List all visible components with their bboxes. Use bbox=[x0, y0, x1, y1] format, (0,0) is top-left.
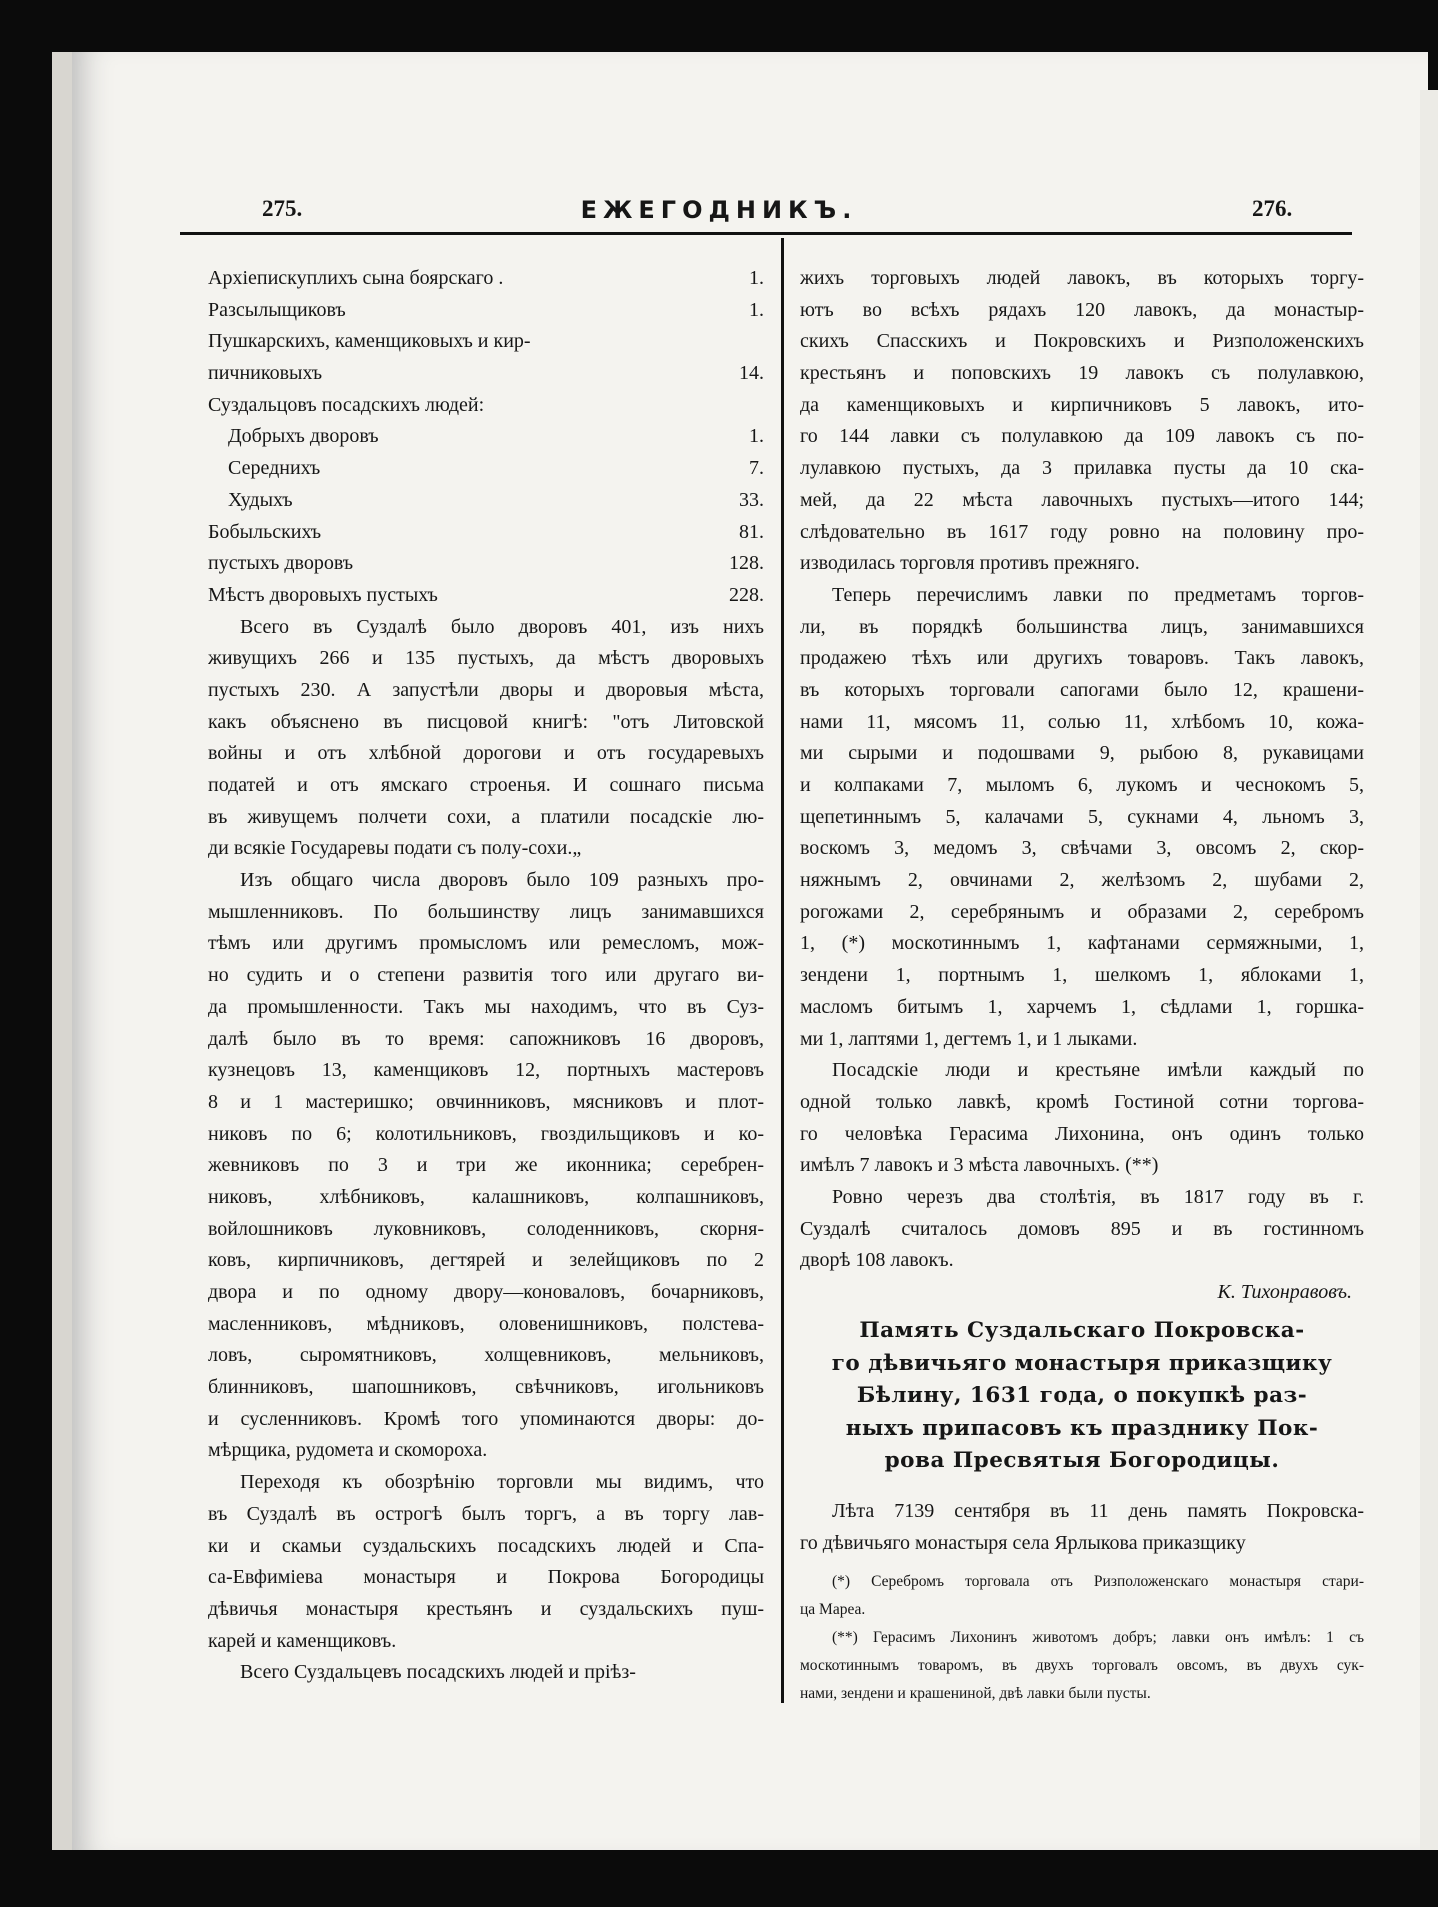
heading-line: рова Пресвятыя Богородицы. bbox=[884, 1448, 1280, 1474]
tally-value: 1. bbox=[749, 298, 764, 321]
text-line: Лѣта 7139 сентября въ 11 день память Покровска- bbox=[832, 1499, 1364, 1522]
text-line: масломъ битымъ 1, харчемъ 1, сѣдлами 1, горшка- bbox=[800, 995, 1364, 1018]
tally-value: 1. bbox=[749, 425, 764, 448]
text-line: ковъ, кирпичниковъ, дегтярей и зелейщиковъ по 2 bbox=[208, 1249, 764, 1272]
text-line: щепетиннымъ 5, калачами 5, сукнами 4, льномъ 3, bbox=[800, 805, 1364, 828]
text-line: го человѣка Герасима Лихонина, онъ одинъ только bbox=[800, 1122, 1364, 1145]
text-line: Суздалѣ считалось домовъ 895 и въ гостинномъ bbox=[800, 1217, 1364, 1240]
tally-label: пустыхъ дворовъ bbox=[208, 552, 354, 575]
text-line: изводилась торговля противъ прежняго. bbox=[800, 552, 1140, 575]
heading-line: Бѣлину, 1631 года, о покупкѣ раз- bbox=[856, 1383, 1308, 1409]
tally-row bbox=[208, 263, 764, 295]
next-page-edge bbox=[1420, 90, 1438, 1850]
text-line: живущихъ 266 и 135 пустыхъ, да мѣстъ дворовыхъ bbox=[208, 647, 764, 670]
tally-row bbox=[208, 517, 764, 549]
text-line: блинниковъ, шапошниковъ, свѣчниковъ, игольниковъ bbox=[208, 1376, 764, 1399]
tally-row bbox=[208, 421, 764, 453]
tally-row bbox=[208, 548, 764, 580]
document-heading bbox=[800, 1315, 1364, 1478]
text-line: воскомъ 3, медомъ 3, свѣчами 3, овсомъ 2, скор- bbox=[800, 837, 1364, 860]
footnote-line: нами, зендени и крашениной, двѣ лавки были пусты. bbox=[800, 1685, 1151, 1703]
text-line: зендени 1, портнымъ 1, шелкомъ 1, яблоками 1, bbox=[800, 964, 1364, 987]
text-line: Посадскіе люди и крестьяне имѣли каждый по bbox=[832, 1059, 1364, 1082]
text-line: да каменщиковыхъ и кирпичниковъ 5 лавокъ, ито- bbox=[800, 393, 1364, 416]
text-line: и колпаками 7, мыломъ 6, лукомъ и чеснокомъ 5, bbox=[800, 774, 1364, 796]
footnote-line: ца Мареа. bbox=[800, 1601, 866, 1619]
text-line: въ живущемъ полчети сохи, а платили посадскіе лю- bbox=[208, 805, 764, 828]
tally-label: Бобыльскихъ bbox=[208, 520, 322, 543]
tally-label: Пушкарскихъ, каменщиковыхъ и кир- bbox=[208, 330, 531, 353]
text-line: лулавкою пустыхъ, да 3 прилавка пусты да 10 ска- bbox=[800, 457, 1364, 480]
footnote-line: (**) Герасимъ Лихонинъ животомъ добръ; лавки онъ имѣлъ: 1 съ bbox=[832, 1629, 1364, 1647]
tally-value: 1. bbox=[749, 267, 764, 289]
text-line: да промышленности. Такъ мы находимъ, что въ Суз- bbox=[208, 995, 764, 1018]
text-line: жихъ торговыхъ людей лавокъ, въ которыхъ торгу- bbox=[800, 267, 1364, 289]
tally-row bbox=[208, 390, 764, 422]
text-line: ки и скамьи суздальскихъ посадскихъ людей и Спа- bbox=[208, 1534, 764, 1557]
text-line: слѣдовательно въ 1617 году ровно на половину про- bbox=[800, 520, 1364, 543]
text-line: го дѣвичьяго монастыря села Ярлыкова приказщику bbox=[800, 1531, 1246, 1554]
tally-label: Добрыхъ дворовъ bbox=[228, 425, 379, 448]
tally-value: 7. bbox=[749, 457, 764, 480]
header-rule bbox=[180, 232, 1352, 235]
text-line: какъ объяснено въ писцовой книгѣ: "отъ Литовской bbox=[208, 710, 764, 733]
text-line: никовъ, хлѣбниковъ, калашниковъ, колпашниковъ, bbox=[208, 1185, 764, 1208]
tally-label: Мѣстъ дворовыхъ пустыхъ bbox=[208, 583, 438, 606]
tally-label: Архіепискуплихъ сына боярскаго . bbox=[208, 267, 504, 289]
column-divider bbox=[781, 238, 784, 1703]
left-column bbox=[208, 263, 764, 1689]
text-line: го 144 лавки съ полулавкою да 109 лавокъ съ по- bbox=[800, 425, 1364, 448]
running-title: ЕЖЕГОДНИКЪ. bbox=[580, 196, 858, 224]
tally-row bbox=[208, 326, 764, 358]
tally-label: Худыхъ bbox=[228, 488, 293, 511]
text-line: мѣрщика, рудомета и скомороха. bbox=[208, 1439, 488, 1462]
tally-row bbox=[208, 453, 764, 485]
footnotes bbox=[800, 1568, 1364, 1708]
text-line: одной только лавкѣ, кромѣ Гостиной сотни торгова- bbox=[800, 1090, 1364, 1113]
tally-label: Суздальцовъ посадскихъ людей: bbox=[208, 393, 485, 416]
page-number-right: 276. bbox=[1252, 196, 1293, 221]
text-line: войлошниковъ луковниковъ, солоденниковъ, скорня- bbox=[208, 1217, 764, 1240]
tally-row bbox=[208, 580, 764, 612]
text-line: крестьянъ и поповскихъ 19 лавокъ съ полулавкою, bbox=[800, 362, 1364, 385]
text-line: Переходя къ обозрѣнію торговли мы видимъ, что bbox=[240, 1471, 764, 1494]
text-line: ловъ, сыромятниковъ, холщевниковъ, мельниковъ, bbox=[208, 1344, 764, 1367]
text-line: няжнымъ 2, овчинами 2, желѣзомъ 2, шубами 2, bbox=[800, 869, 1364, 892]
tally-value: 81. bbox=[739, 520, 764, 543]
footnote-line: (*) Серебромъ торговала отъ Ризположенскаго монастыря стари- bbox=[832, 1573, 1364, 1591]
text-line: Всего въ Суздалѣ было дворовъ 401, изъ нихъ bbox=[240, 615, 764, 638]
text-line: ютъ во всѣхъ рядахъ 120 лавокъ, да монастыр- bbox=[800, 298, 1364, 321]
author-signature: К. Тихонравовъ. bbox=[1217, 1281, 1352, 1303]
text-line: са-Евфиміева монастыря и Покрова Богородицы bbox=[208, 1566, 764, 1589]
tally-value: 14. bbox=[739, 362, 764, 385]
text-line: Ровно черезъ два столѣтія, въ 1817 году въ г. bbox=[832, 1185, 1364, 1208]
text-line: тѣмъ или другимъ промысломъ или ремесломъ, мож- bbox=[208, 932, 764, 955]
tally-value: 33. bbox=[739, 488, 764, 511]
text-line: податей и отъ ямскаго строенья. И сошнаго письма bbox=[208, 774, 764, 796]
text-line: 8 и 1 мастеришко; овчинниковъ, мясниковъ и плот- bbox=[208, 1090, 764, 1113]
tally-value bbox=[708, 390, 764, 422]
tally-row bbox=[208, 358, 764, 390]
text-line: продажею тѣхъ или другихъ товаровъ. Такъ лавокъ, bbox=[800, 647, 1364, 670]
text-line: жевниковъ по 3 и три же иконника; серебрен- bbox=[208, 1154, 764, 1177]
left-body-text bbox=[208, 612, 764, 1689]
heading-line: го дѣвичьяго монастыря приказщику bbox=[831, 1350, 1333, 1376]
right-column bbox=[800, 263, 1364, 1708]
text-line: Теперь перечислимъ лавки по предметамъ торгов- bbox=[832, 583, 1364, 606]
heading-line: Память Суздальскаго Покровска- bbox=[859, 1318, 1305, 1343]
text-line: и сусленниковъ. Кромѣ того упоминаются дворы: до- bbox=[208, 1407, 764, 1430]
document-text bbox=[800, 1496, 1364, 1559]
tally-label: пичниковыхъ bbox=[208, 362, 323, 385]
text-line: 1, (*) москотиннымъ 1, кафтанами сермяжными, 1, bbox=[800, 932, 1364, 955]
text-line: рогожами 2, серебрянымъ и образами 2, серебромъ bbox=[800, 900, 1364, 923]
tally-value: 128. bbox=[729, 552, 764, 575]
text-line: въ Суздалѣ въ острогѣ былъ торгъ, а въ торгу лав- bbox=[208, 1502, 764, 1525]
text-line: дворѣ 108 лавокъ. bbox=[800, 1249, 954, 1272]
text-line: войны и отъ хлѣбной дорогови и отъ государевыхъ bbox=[208, 742, 764, 765]
tally-value bbox=[708, 326, 764, 358]
tally-label: Разсылыщиковъ bbox=[208, 298, 346, 321]
text-line: ми 1, лаптями 1, дегтемъ 1, и 1 лыками. bbox=[800, 1027, 1138, 1050]
text-line: карей и каменщиковъ. bbox=[208, 1629, 397, 1652]
text-line: мей, да 22 мѣста лавочныхъ пустыхъ—итого 144; bbox=[800, 488, 1364, 511]
text-line: далѣ было въ то время: сапожниковъ 16 дворовъ, bbox=[208, 1027, 764, 1050]
household-tally bbox=[208, 263, 764, 612]
text-line: ли, въ порядкѣ большинства лицъ, занимавшихся bbox=[800, 615, 1364, 638]
heading-line: ныхъ припасовъ къ празднику Пок- bbox=[845, 1415, 1319, 1441]
text-line: пустыхъ 230. А запустѣли дворы и дворовыя мѣста, bbox=[208, 678, 764, 701]
text-line: ди всякіе Государевы подати съ полу-сохи.„ bbox=[208, 837, 582, 860]
tally-row bbox=[208, 295, 764, 327]
text-line: имѣлъ 7 лавокъ и 3 мѣста лавочныхъ. (**) bbox=[800, 1154, 1159, 1177]
text-line: скихъ Спасскихъ и Покровскихъ и Ризположенскихъ bbox=[800, 330, 1364, 353]
text-line: Изъ общаго числа дворовъ было 109 разныхъ про- bbox=[240, 869, 764, 892]
text-line: но судить и о степени развитія того или другаго ви- bbox=[208, 964, 764, 987]
text-line: двора и по одному двору—коноваловъ, бочарниковъ, bbox=[208, 1281, 764, 1303]
text-line: дѣвичья монастыря крестьянъ и суздальскихъ пуш- bbox=[208, 1597, 764, 1620]
tally-row bbox=[208, 485, 764, 517]
text-line: масленниковъ, мѣдниковъ, оловенишниковъ, полстева- bbox=[208, 1312, 764, 1335]
tally-label: Середнихъ bbox=[228, 457, 321, 480]
text-line: кузнецовъ 13, каменщиковъ 12, портныхъ мастеровъ bbox=[208, 1059, 764, 1082]
text-line: нами 11, мясомъ 11, солью 11, хлѣбомъ 10, кожа- bbox=[800, 710, 1364, 733]
right-body-text bbox=[800, 263, 1364, 1277]
tally-value: 228. bbox=[729, 583, 764, 606]
text-line: Всего Суздальцевъ посадскихъ людей и пріѣз- bbox=[240, 1661, 636, 1684]
footnote-line: москотиннымъ товаромъ, въ двухъ торговалъ овсомъ, въ двухъ сук- bbox=[800, 1657, 1364, 1675]
text-line: никовъ по 6; колотильниковъ, гвоздильщиковъ и ко- bbox=[208, 1122, 764, 1145]
text-line: мышленниковъ. По большинству лицъ занимавшихся bbox=[208, 900, 764, 923]
page-number-left: 275. bbox=[262, 196, 303, 221]
text-line: ми сырыми и подошвами 9, рыбою 8, рукавицами bbox=[800, 742, 1364, 765]
text-line: въ которыхъ торговали сапогами было 12, крашени- bbox=[800, 678, 1364, 701]
